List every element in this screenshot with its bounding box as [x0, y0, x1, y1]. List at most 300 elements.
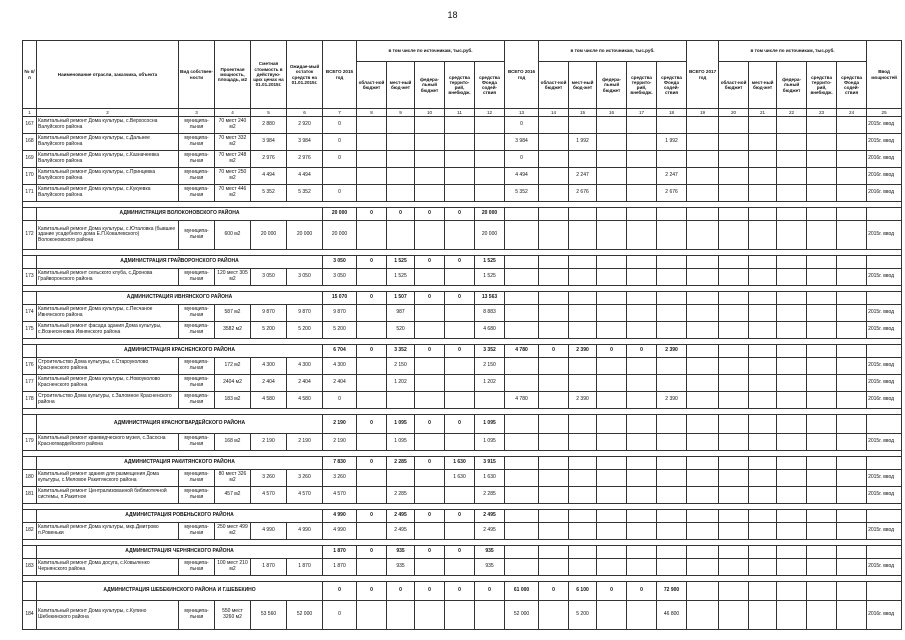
admin-value: [777, 345, 807, 358]
value-cell: [687, 559, 719, 576]
ownership: муниципа-льная: [179, 305, 215, 322]
value-cell: [807, 601, 837, 630]
value-cell: [357, 601, 387, 630]
header-name: Наименование отрасли, заказчика, объекта: [37, 41, 179, 109]
value-cell: [539, 185, 569, 202]
admin-value: 0: [475, 582, 505, 601]
admin-value: [719, 256, 749, 269]
admin-value: 4 780: [505, 345, 539, 358]
remainder: 9 870: [287, 305, 323, 322]
value-cell: [415, 117, 445, 134]
admin-value: [505, 256, 539, 269]
ownership: муниципа-льная: [179, 221, 215, 250]
admin-value: 0: [387, 582, 415, 601]
admin-value: [505, 457, 539, 470]
commission: 2015г. ввод: [867, 134, 902, 151]
admin-value: [837, 510, 867, 523]
remainder: 5 200: [287, 322, 323, 339]
table-row: [23, 559, 902, 576]
value-cell: [807, 117, 837, 134]
admin-blank: [23, 457, 37, 470]
value-cell: [749, 487, 777, 504]
ownership: муниципа-льная: [179, 358, 215, 375]
value-cell: [807, 358, 837, 375]
commission: 2015г. ввод: [867, 305, 902, 322]
value-cell: [777, 134, 807, 151]
value-cell: [539, 487, 569, 504]
value-cell: [687, 434, 719, 451]
value-cell: [445, 487, 475, 504]
value-cell: [357, 375, 387, 392]
value-cell: 2 404: [323, 375, 357, 392]
admin-name: АДМИНИСТРАЦИЯ РАКИТЯНСКОГО РАЙОНА: [37, 457, 323, 470]
admin-value: 0: [357, 345, 387, 358]
admin-value: [837, 345, 867, 358]
value-cell: [505, 470, 539, 487]
value-cell: [807, 305, 837, 322]
remainder: 2 920: [287, 117, 323, 134]
admin-value: [807, 457, 837, 470]
value-cell: [569, 269, 597, 286]
column-index: 15: [569, 109, 597, 117]
value-cell: [475, 601, 505, 630]
capacity: 183 м2: [215, 392, 251, 409]
value-cell: 5 352: [505, 185, 539, 202]
table-row: [23, 434, 902, 451]
value-cell: [445, 434, 475, 451]
admin-value: [807, 510, 837, 523]
value-cell: [415, 392, 445, 409]
value-cell: [719, 392, 749, 409]
admin-blank: [23, 415, 37, 434]
value-cell: [719, 375, 749, 392]
value-cell: 1 630: [475, 470, 505, 487]
admin-value: [505, 292, 539, 305]
value-cell: 935: [475, 559, 505, 576]
value-cell: 2 150: [475, 358, 505, 375]
admin-row: [23, 457, 902, 470]
header-source-col: федера-льный бюджет: [597, 62, 627, 109]
value-cell: [627, 523, 657, 540]
table-row: [23, 305, 902, 322]
value-cell: 20 000: [323, 221, 357, 250]
admin-value: 15 070: [323, 292, 357, 305]
admin-value: 1 095: [475, 415, 505, 434]
admin-value: 0: [415, 457, 445, 470]
table-row: [23, 168, 902, 185]
table-row: [23, 322, 902, 339]
header-commission: Ввод мощностей: [867, 41, 902, 109]
table-row: [23, 269, 902, 286]
admin-value: [569, 208, 597, 221]
value-cell: [597, 221, 627, 250]
admin-value: [569, 510, 597, 523]
value-cell: [687, 305, 719, 322]
value-cell: [569, 523, 597, 540]
admin-value: [749, 582, 777, 601]
value-cell: [719, 134, 749, 151]
commission: 2015г. ввод: [867, 358, 902, 375]
commission: 2015г. ввод: [867, 375, 902, 392]
value-cell: [657, 487, 687, 504]
header-capacity: Проектная мощность, площадь, м2: [215, 41, 251, 109]
value-cell: 520: [387, 322, 415, 339]
value-cell: [505, 434, 539, 451]
row-number: 176: [23, 358, 37, 375]
admin-value: [807, 292, 837, 305]
admin-value: 0: [415, 256, 445, 269]
value-cell: [569, 470, 597, 487]
object-name: Капитальный ремонт краеведческого музея, с.Засосна Красногвардейского района: [37, 434, 179, 451]
object-name: Капитальный ремонт Дома культуры, мкр.Дмитрово п.Ровеньки: [37, 523, 179, 540]
admin-value: [505, 546, 539, 559]
commission: 2016г. ввод: [867, 601, 902, 630]
value-cell: [569, 221, 597, 250]
value-cell: [505, 559, 539, 576]
admin-value: 0: [357, 256, 387, 269]
column-index: 12: [475, 109, 505, 117]
admin-value: [749, 457, 777, 470]
value-cell: [719, 601, 749, 630]
capacity: 3582 м2: [215, 322, 251, 339]
admin-row: [23, 546, 902, 559]
admin-value: 3 915: [475, 457, 505, 470]
admin-value: 0: [357, 415, 387, 434]
value-cell: [445, 375, 475, 392]
ownership: муниципа-льная: [179, 375, 215, 392]
admin-value: [687, 345, 719, 358]
admin-value: [687, 457, 719, 470]
admin-commission-blank: [867, 582, 902, 601]
admin-value: [777, 292, 807, 305]
value-cell: [597, 134, 627, 151]
value-cell: [657, 523, 687, 540]
ownership: муниципа-льная: [179, 559, 215, 576]
value-cell: [837, 269, 867, 286]
value-cell: [539, 221, 569, 250]
column-index: 24: [837, 109, 867, 117]
admin-value: [627, 510, 657, 523]
value-cell: [837, 358, 867, 375]
row-number: 178: [23, 392, 37, 409]
value-cell: [357, 559, 387, 576]
admin-value: 0: [415, 208, 445, 221]
value-cell: [719, 185, 749, 202]
value-cell: [387, 392, 415, 409]
row-number: 181: [23, 487, 37, 504]
value-cell: 9 870: [323, 305, 357, 322]
object-name: Капитальный ремонт Дома культуры, с.Казначеевка Валуйского района: [37, 151, 179, 168]
value-cell: [719, 322, 749, 339]
admin-value: 2 495: [387, 510, 415, 523]
estimate: 2 976: [251, 151, 287, 168]
column-index: 21: [749, 109, 777, 117]
value-cell: [357, 168, 387, 185]
admin-value: [687, 510, 719, 523]
admin-value: 13 563: [475, 292, 505, 305]
remainder: 4 494: [287, 168, 323, 185]
estimate: 4 580: [251, 392, 287, 409]
value-cell: [719, 487, 749, 504]
value-cell: [777, 559, 807, 576]
remainder: 1 870: [287, 559, 323, 576]
admin-value: 0: [627, 345, 657, 358]
value-cell: [657, 358, 687, 375]
commission: 2015г. ввод: [867, 117, 902, 134]
value-cell: [719, 168, 749, 185]
value-cell: [475, 134, 505, 151]
header-source-col: област-ной бюджет: [357, 62, 387, 109]
admin-value: [687, 208, 719, 221]
admin-name: АДМИНИСТРАЦИЯ ИВНЯНСКОГО РАЙОНА: [37, 292, 323, 305]
admin-value: [749, 208, 777, 221]
value-cell: [749, 523, 777, 540]
admin-value: 0: [415, 510, 445, 523]
admin-value: [539, 256, 569, 269]
value-cell: [837, 185, 867, 202]
value-cell: [777, 185, 807, 202]
value-cell: [837, 434, 867, 451]
value-cell: [777, 151, 807, 168]
admin-value: [597, 415, 627, 434]
admin-value: [837, 546, 867, 559]
value-cell: [357, 305, 387, 322]
estimate: 4 990: [251, 523, 287, 540]
value-cell: [837, 221, 867, 250]
value-cell: [807, 559, 837, 576]
row-number: 168: [23, 134, 37, 151]
value-cell: 4 680: [475, 322, 505, 339]
estimate: 20 000: [251, 221, 287, 250]
column-index: 1: [23, 109, 37, 117]
value-cell: [539, 151, 569, 168]
value-cell: [415, 322, 445, 339]
column-index: 23: [807, 109, 837, 117]
admin-name: АДМИНИСТРАЦИЯ ГРАЙВОРОНСКОГО РАЙОНА: [37, 256, 323, 269]
value-cell: 4 780: [505, 392, 539, 409]
value-cell: [445, 269, 475, 286]
value-cell: [597, 559, 627, 576]
value-cell: [357, 221, 387, 250]
value-cell: [357, 117, 387, 134]
admin-value: 3 352: [475, 345, 505, 358]
admin-value: 1 095: [387, 415, 415, 434]
value-cell: [505, 375, 539, 392]
value-cell: [415, 487, 445, 504]
value-cell: [719, 269, 749, 286]
value-cell: 2 495: [475, 523, 505, 540]
header-total-2016: ВСЕГО 2016 год: [505, 41, 539, 109]
value-cell: [657, 269, 687, 286]
commission: 2015г. ввод: [867, 434, 902, 451]
value-cell: [777, 487, 807, 504]
admin-value: [569, 256, 597, 269]
value-cell: [719, 559, 749, 576]
admin-value: [627, 256, 657, 269]
column-index: 11: [445, 109, 475, 117]
value-cell: [749, 269, 777, 286]
admin-value: 0: [415, 582, 445, 601]
value-cell: 0: [323, 601, 357, 630]
value-cell: [445, 601, 475, 630]
value-cell: [657, 470, 687, 487]
value-cell: [387, 151, 415, 168]
value-cell: 3 050: [323, 269, 357, 286]
value-cell: [687, 487, 719, 504]
column-index: 18: [657, 109, 687, 117]
remainder: 2 404: [287, 375, 323, 392]
value-cell: [357, 487, 387, 504]
value-cell: 1 870: [323, 559, 357, 576]
value-cell: [777, 117, 807, 134]
admin-name: АДМИНИСТРАЦИЯ КРАСНОГВАРДЕЙСКОГО РАЙОНА: [37, 415, 323, 434]
value-cell: 2 676: [569, 185, 597, 202]
object-name: Капитальный ремонт здания для размещения Дома культуры, с.Меловое Ракитянского района: [37, 470, 179, 487]
remainder: 3 050: [287, 269, 323, 286]
value-cell: [657, 221, 687, 250]
column-index: 10: [415, 109, 445, 117]
value-cell: [627, 151, 657, 168]
value-cell: [415, 358, 445, 375]
column-index: 22: [777, 109, 807, 117]
object-name: Капитальный ремонт сельского клуба, с.Дронова Грайворонского района: [37, 269, 179, 286]
ownership: муниципа-льная: [179, 151, 215, 168]
value-cell: [539, 434, 569, 451]
value-cell: 3 984: [505, 134, 539, 151]
column-index: 6: [287, 109, 323, 117]
page-number: 18: [447, 10, 458, 20]
remainder: 3 260: [287, 470, 323, 487]
value-cell: [569, 487, 597, 504]
value-cell: [505, 358, 539, 375]
value-cell: [837, 305, 867, 322]
row-number: 184: [23, 601, 37, 630]
table-row: [23, 470, 902, 487]
object-name: Капитальный ремонт Дома досуга, с.Ковыленко Чернянского района: [37, 559, 179, 576]
admin-value: [505, 510, 539, 523]
admin-value: 20 000: [323, 208, 357, 221]
value-cell: [387, 134, 415, 151]
admin-row: [23, 208, 902, 221]
ownership: муниципа-льная: [179, 117, 215, 134]
value-cell: [807, 269, 837, 286]
admin-commission-blank: [867, 345, 902, 358]
value-cell: [569, 434, 597, 451]
value-cell: [505, 305, 539, 322]
admin-value: [807, 582, 837, 601]
value-cell: [627, 392, 657, 409]
estimate: 3 050: [251, 269, 287, 286]
admin-value: [837, 292, 867, 305]
admin-value: [807, 345, 837, 358]
admin-value: 0: [357, 457, 387, 470]
value-cell: [749, 185, 777, 202]
admin-value: [627, 546, 657, 559]
admin-blank: [23, 345, 37, 358]
value-cell: 0: [323, 117, 357, 134]
admin-value: [837, 208, 867, 221]
ownership: муниципа-льная: [179, 134, 215, 151]
header-source-col: мест-ный бюд-жет: [569, 62, 597, 109]
admin-value: [627, 292, 657, 305]
row-number: 180: [23, 470, 37, 487]
capacity: 120 мест 305 м2: [215, 269, 251, 286]
row-number: 169: [23, 151, 37, 168]
value-cell: [539, 322, 569, 339]
value-cell: [387, 601, 415, 630]
value-cell: [807, 434, 837, 451]
value-cell: [387, 470, 415, 487]
commission: 2015г. ввод: [867, 523, 902, 540]
header-number: № п/п: [23, 41, 37, 109]
value-cell: [415, 269, 445, 286]
value-cell: [569, 117, 597, 134]
ownership: муниципа-льная: [179, 487, 215, 504]
value-cell: [387, 185, 415, 202]
admin-value: [749, 292, 777, 305]
value-cell: [657, 559, 687, 576]
value-cell: [323, 168, 357, 185]
value-cell: [777, 523, 807, 540]
value-cell: [627, 601, 657, 630]
admin-value: [687, 582, 719, 601]
value-cell: [807, 221, 837, 250]
value-cell: 0: [323, 392, 357, 409]
estimate: 4 570: [251, 487, 287, 504]
value-cell: 20 000: [475, 221, 505, 250]
admin-name: АДМИНИСТРАЦИЯ РОВЕНЬСКОГО РАЙОНА: [37, 510, 323, 523]
column-index: 5: [251, 109, 287, 117]
value-cell: [837, 392, 867, 409]
admin-value: [505, 208, 539, 221]
commission: 2015г. ввод: [867, 487, 902, 504]
admin-value: 2 495: [475, 510, 505, 523]
admin-value: 0: [445, 208, 475, 221]
value-cell: 0: [323, 185, 357, 202]
value-cell: 987: [387, 305, 415, 322]
admin-value: [597, 546, 627, 559]
value-cell: [749, 434, 777, 451]
value-cell: [807, 392, 837, 409]
admin-value: 0: [445, 415, 475, 434]
value-cell: [415, 375, 445, 392]
value-cell: 3 260: [323, 470, 357, 487]
value-cell: [597, 185, 627, 202]
value-cell: [627, 434, 657, 451]
value-cell: [777, 322, 807, 339]
capacity: 80 мест 326 м2: [215, 470, 251, 487]
value-cell: [597, 523, 627, 540]
value-cell: [719, 151, 749, 168]
header-source-col: област-ной бюджет: [539, 62, 569, 109]
header-total-2017: ВСЕГО 2017 год: [687, 41, 719, 109]
admin-value: [777, 415, 807, 434]
table-row: [23, 221, 902, 250]
value-cell: [539, 305, 569, 322]
remainder: 5 352: [287, 185, 323, 202]
value-cell: [749, 305, 777, 322]
admin-value: [837, 256, 867, 269]
admin-value: [539, 415, 569, 434]
admin-value: [597, 208, 627, 221]
admin-value: [749, 510, 777, 523]
admin-value: [657, 415, 687, 434]
admin-value: 4 990: [323, 510, 357, 523]
value-cell: [569, 151, 597, 168]
value-cell: [777, 168, 807, 185]
value-cell: [749, 470, 777, 487]
admin-value: 0: [415, 415, 445, 434]
